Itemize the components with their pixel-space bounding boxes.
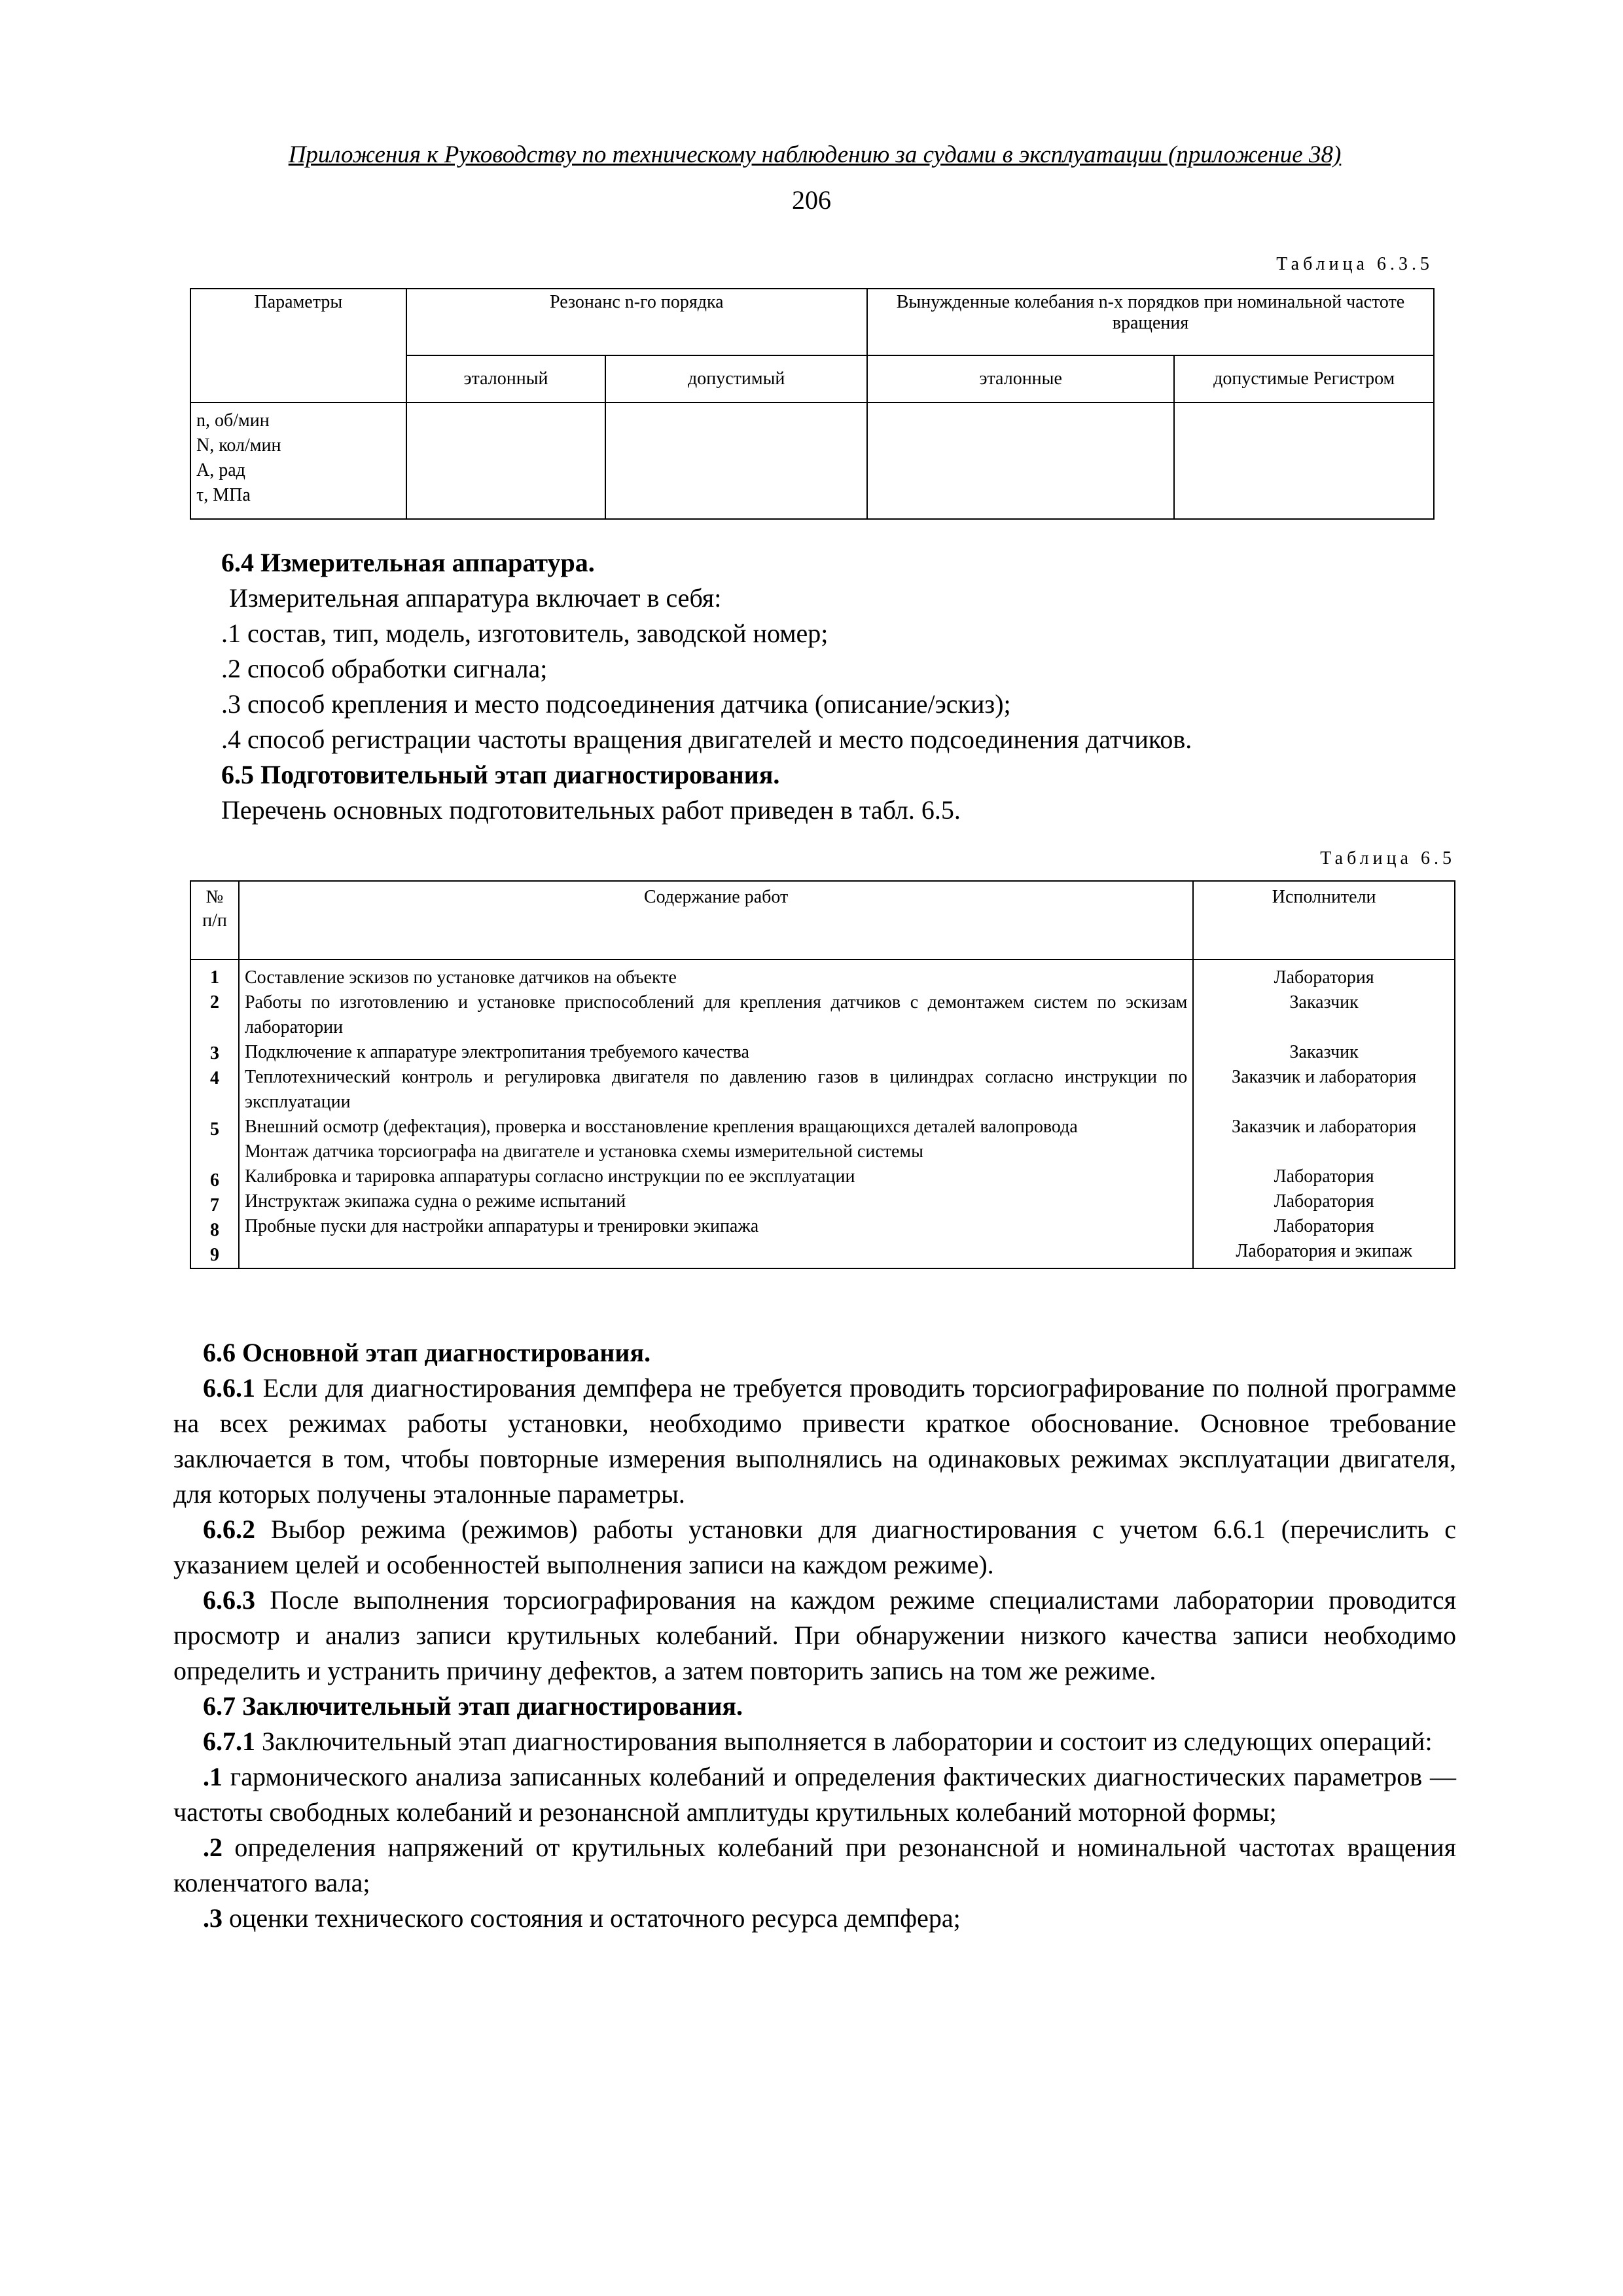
sub-allowed: допустимый <box>605 355 867 403</box>
item: .3 способ крепления и место подсоединения датчика (описание/эскиз); <box>221 689 1011 719</box>
item-num: .1 <box>203 1762 223 1791</box>
row-content: Калибровка и тарировка аппаратуры согласно инструкции по ее эксплуатации <box>244 1166 855 1187</box>
row-no: 2 <box>209 992 219 1013</box>
row-content: Внешний осмотр (дефектация), проверка и восстановление крепления вращающихся деталей валопровода <box>244 1117 1078 1137</box>
param-n: n, об/мин <box>196 410 270 431</box>
row-exec: Лаборатория <box>1274 1191 1374 1211</box>
item: .2 способ обработки сигнала; <box>221 654 548 683</box>
row-exec: Лаборатория <box>1274 1166 1374 1187</box>
paragraph <box>173 1724 1456 1759</box>
row-no: 1 <box>209 967 219 988</box>
paragraph <box>173 1512 1456 1583</box>
col-forced: Вынужденные колебания n-х порядков при номинальной частоте вращения <box>867 289 1434 355</box>
section-title: 6.4 Измерительная аппаратура. <box>221 548 595 577</box>
table-6-3-5 <box>190 288 1435 520</box>
row-no: 7 <box>209 1195 219 1215</box>
item: .1 состав, тип, модель, изготовитель, заводской номер; <box>221 619 829 648</box>
paragraph <box>173 1830 1456 1901</box>
row-content: Пробные пуски для настройки аппаратуры и тренировки экипажа <box>244 1216 759 1236</box>
sections-6-6-6-7 <box>173 1335 1456 1936</box>
empty-cell <box>867 403 1174 519</box>
row-content: Работы по изготовлению и установке приспособлений для крепления датчиков с демонтажем систем по эскизам лаборатории <box>244 992 1188 1037</box>
row-content: Инструктаж экипажа судна о режиме испытаний <box>244 1191 626 1211</box>
param-list <box>190 403 406 519</box>
paragraph <box>173 1371 1456 1512</box>
param-N: N, кол/мин <box>196 435 281 456</box>
col-resonance: Резонанс n-го порядка <box>406 289 867 355</box>
param-A: A, рад <box>196 460 245 480</box>
row-no: 4 <box>209 1068 219 1088</box>
para-text: После выполнения торсиографирования на каждом режиме специалистами лаборатории проводится просмотр и анализ записи крутильных колебаний. При обнаружении низкого качества записи необходимо определить и устранить причину дефектов, а затем повторить запись на том же режиме. <box>173 1585 1456 1685</box>
row-content: Теплотехнический контроль и регулировка двигателя по давлению газов в цилиндрах согласно инструкции по эксплуатации <box>244 1067 1188 1112</box>
param-tau: τ, МПа <box>196 485 251 505</box>
section-6-4 <box>221 545 1452 828</box>
item-num: .3 <box>203 1903 223 1933</box>
page-number: 206 <box>792 185 831 215</box>
sub-allowed-reg: допустимые Регистром <box>1174 355 1434 403</box>
row-no: 8 <box>209 1220 219 1240</box>
table-6-5 <box>190 880 1455 1269</box>
row-exec: Заказчик и лаборатория <box>1231 1067 1417 1087</box>
col-params: Параметры <box>190 289 406 403</box>
paragraph <box>173 1583 1456 1689</box>
col-content: Содержание работ <box>239 881 1193 960</box>
empty-cell <box>1174 403 1434 519</box>
para-num: 6.6.3 <box>203 1585 255 1615</box>
row-content: Составление эскизов по установке датчиков на объекте <box>244 967 677 988</box>
row-exec: Заказчик <box>1289 1042 1359 1062</box>
table-caption-6-3-5: Таблица 6.3.5 <box>1276 254 1433 274</box>
row-content: Монтаж датчика торсиографа на двигателе и установка схемы измерительной системы <box>244 1141 923 1162</box>
col-no: № п/п <box>190 881 239 960</box>
table-caption-6-5: Таблица 6.5 <box>1320 848 1455 869</box>
para-num: 6.6.1 <box>203 1373 255 1403</box>
empty-cell <box>406 403 606 519</box>
para-num: 6.7.1 <box>203 1727 255 1756</box>
running-header: Приложения к Руководству по техническому наблюдению за судами в эксплуатации (приложение 38) <box>288 141 1342 168</box>
row-no: 3 <box>209 1043 219 1064</box>
row-exec: Заказчик и лаборатория <box>1231 1117 1417 1137</box>
item: .4 способ регистрации частоты вращения двигателей и место подсоединения датчиков. <box>221 725 1192 754</box>
sub-ref: эталонный <box>406 355 606 403</box>
table-row <box>190 960 1455 1268</box>
empty-cell <box>605 403 867 519</box>
item-num: .2 <box>203 1833 223 1862</box>
row-exec: Лаборатория и экипаж <box>1236 1241 1412 1261</box>
col-exec: Исполнители <box>1193 881 1455 960</box>
row-no: 5 <box>209 1119 219 1139</box>
para-text: Заключительный этап диагностирования выполняется в лаборатории и состоит из следующих операций: <box>255 1727 1433 1756</box>
paragraph <box>173 1901 1456 1936</box>
intro: Перечень основных подготовительных работ приведен в табл. 6.5. <box>221 795 961 825</box>
para-text: Если для диагностирования демпфера не требуется проводить торсиографирование по полной программе на всех режимах работы установки, необходимо привести краткое обоснование. Основное требование заключается в том, чтобы повторные измерения выполнялись на одинаковых режимах эксплуатации двигателя, для которых получены эталонные параметры. <box>173 1373 1456 1509</box>
paragraph <box>173 1759 1456 1830</box>
row-no: 6 <box>209 1170 219 1191</box>
row-exec: Заказчик <box>1289 992 1359 1013</box>
row-exec: Лаборатория <box>1274 1216 1374 1236</box>
sub-ref-pl: эталонные <box>867 355 1174 403</box>
item-text: определения напряжений от крутильных колебаний при резонансной и номинальной частотах вращения коленчатого вала; <box>173 1833 1456 1897</box>
intro: Измерительная аппаратура включает в себя: <box>229 583 722 613</box>
item-text: оценки технического состояния и остаточного ресурса демпфера; <box>223 1903 961 1933</box>
item-text: гармонического анализа записанных колебаний и определения фактических диагностических параметров — частоты свободных колебаний и резонансной амплитуды крутильных колебаний моторной формы; <box>173 1762 1456 1827</box>
row-exec: Лаборатория <box>1274 967 1374 988</box>
section-title: 6.5 Подготовительный этап диагностирования. <box>221 760 780 789</box>
row-no: 9 <box>209 1245 219 1265</box>
para-text: Выбор режима (режимов) работы установки для диагностирования с учетом 6.6.1 (перечислить с указанием целей и особенностей выполнения записи на каждом режиме). <box>173 1515 1456 1579</box>
para-num: 6.6.2 <box>203 1515 255 1544</box>
section-title: 6.6 Основной этап диагностирования. <box>203 1338 651 1367</box>
section-title: 6.7 Заключительный этап диагностирования. <box>203 1691 743 1721</box>
row-content: Подключение к аппаратуре электропитания требуемого качества <box>244 1042 749 1062</box>
